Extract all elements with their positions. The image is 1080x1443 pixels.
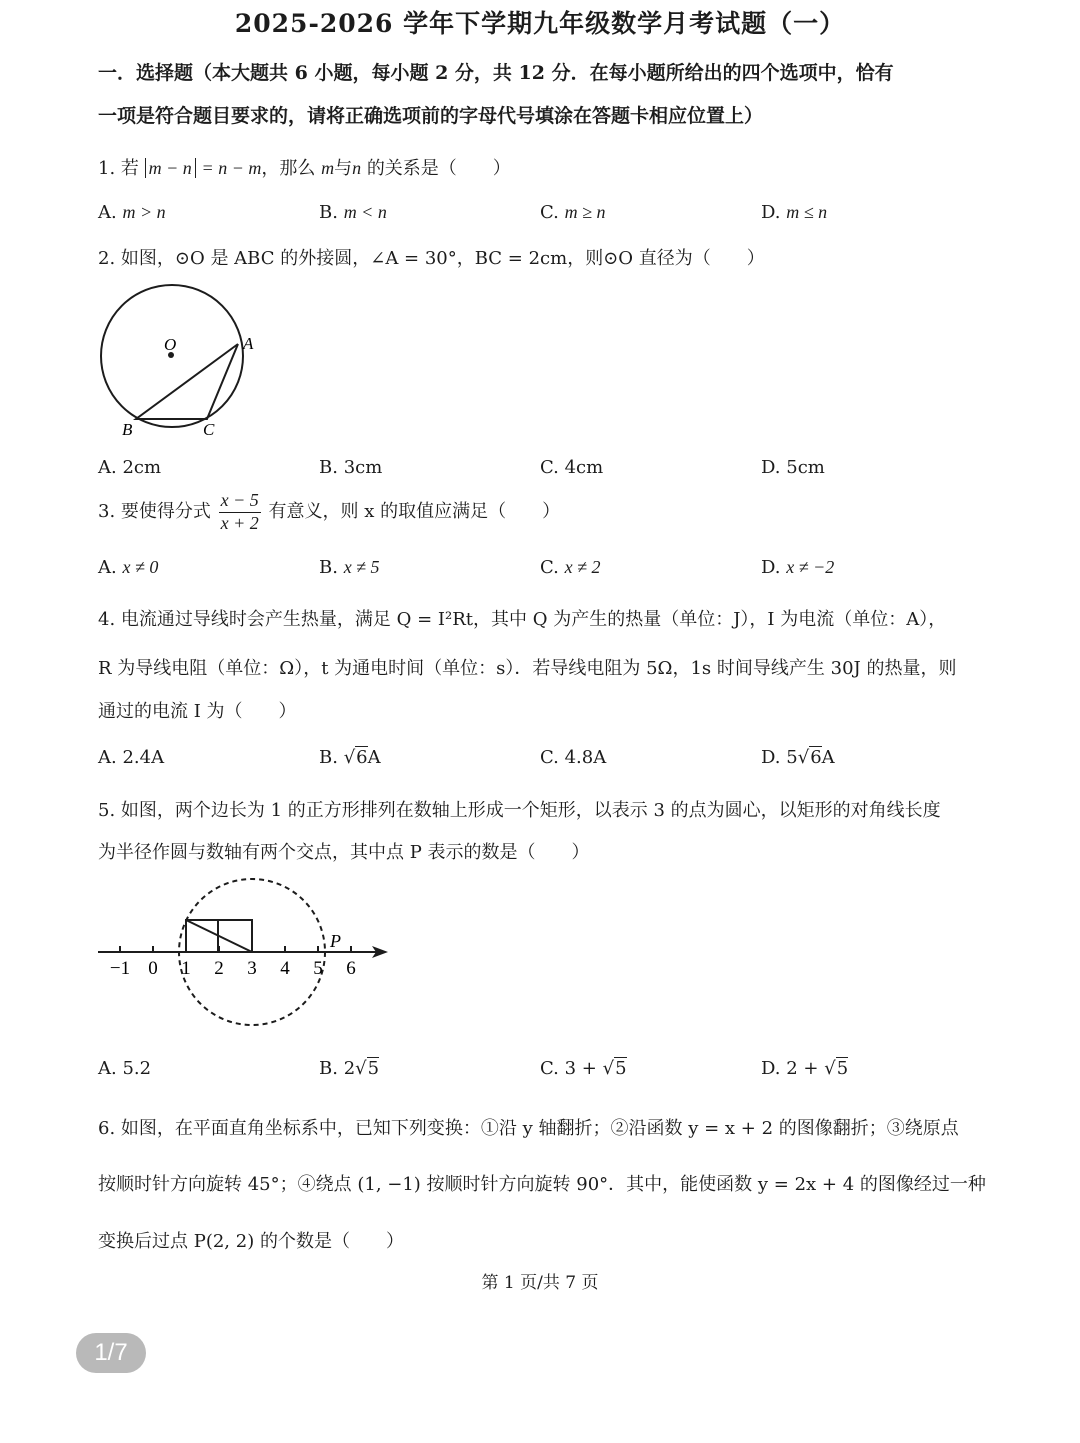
q3-denominator: x + 2 bbox=[220, 512, 259, 533]
question-1 bbox=[98, 154, 511, 180]
axis-ticks bbox=[110, 946, 356, 979]
q3-post: 有意义，则 x 的取值应满足（ ） bbox=[268, 501, 561, 523]
exam-title: 2025-2026 学年下学期九年级数学月考试题（一） bbox=[234, 9, 846, 38]
question-3 bbox=[98, 490, 560, 534]
q4-option-a[interactable]: A. 2.4A bbox=[98, 747, 165, 768]
q1-number: 1. bbox=[98, 158, 116, 179]
label-c: C bbox=[203, 420, 215, 439]
question-4-line1: 4. 电流通过导线时会产生热量，满足 Q = I²Rt，其中 Q 为产生的热量（单位：J），I 为电流（单位：A）， bbox=[98, 609, 947, 630]
q5-option-d[interactable]: D. 2 + √5 bbox=[761, 1058, 849, 1079]
q4-option-b[interactable]: B. √6A bbox=[319, 747, 381, 768]
q1-mid: ，那么 bbox=[261, 158, 316, 179]
axis-tick-label: 5 bbox=[313, 958, 323, 979]
q3-option-d[interactable]: D. x ≠ −2 bbox=[761, 557, 835, 578]
q1-var-n: n bbox=[352, 158, 362, 178]
q4-option-d[interactable]: D. 5√6A bbox=[761, 747, 835, 768]
q3-fraction bbox=[219, 490, 261, 534]
q3-option-a[interactable]: A. x ≠ 0 bbox=[98, 557, 159, 578]
q1-option-d[interactable]: D. m ≤ n bbox=[761, 202, 828, 223]
axis-tick-label: 6 bbox=[346, 958, 356, 979]
q4-option-c[interactable]: C. 4.8A bbox=[540, 747, 607, 768]
question-6-line2: 按顺时针方向旋转 45°；④绕点 (1, −1) 按顺时针方向旋转 90°．其中，能使函数 y = 2x + 4 的图像经过一种 bbox=[98, 1174, 986, 1195]
triangle-abc bbox=[136, 344, 238, 419]
q2-option-a[interactable]: A. 2cm bbox=[98, 457, 162, 478]
question-4-line3: 通过的电流 I 为（ ） bbox=[98, 701, 297, 722]
q1-post: 的关系是（ ） bbox=[366, 158, 511, 179]
question-4-line2: R 为导线电阻（单位：Ω），t 为通电时间（单位：s）．若导线电阻为 5Ω，1s 时间导线产生 30J 的热量，则 bbox=[98, 658, 957, 679]
q1-abs-expression: m − n bbox=[145, 158, 196, 178]
q2-circle-figure bbox=[92, 283, 262, 443]
label-b: B bbox=[122, 420, 133, 439]
question-6-line1: 6. 如图，在平面直角坐标系中，已知下列变换：①沿 y 轴翻折；②沿函数 y = x + 2 的图像翻折；③绕原点 bbox=[98, 1118, 959, 1139]
q5-option-b[interactable]: B. 2√5 bbox=[319, 1058, 380, 1079]
question-5-line2: 为半径作圆与数轴有两个交点，其中点 P 表示的数是（ ） bbox=[98, 842, 590, 863]
unit-square-1 bbox=[186, 920, 218, 952]
q3-option-b[interactable]: B. x ≠ 5 bbox=[319, 557, 380, 578]
q3-pre: 3. 要使得分式 bbox=[98, 501, 211, 523]
q3-option-c[interactable]: C. x ≠ 2 bbox=[540, 557, 601, 578]
label-a: A bbox=[243, 334, 254, 353]
q1-option-c[interactable]: C. m ≥ n bbox=[540, 202, 606, 223]
q1-var-m: m bbox=[321, 158, 335, 178]
q5-option-c[interactable]: C. 3 + √5 bbox=[540, 1058, 627, 1079]
section-heading-line2: 一项是符合题目要求的，请将正确选项前的字母代号填涂在答题卡相应位置上） bbox=[98, 105, 764, 127]
axis-tick-label: 4 bbox=[280, 958, 290, 979]
section-heading-line1: 一．选择题（本大题共 6 小题，每小题 2 分，共 12 分．在每小题所给出的四个选项中，恰有 bbox=[98, 62, 894, 84]
axis-tick-label: 0 bbox=[148, 958, 158, 979]
label-p: P bbox=[330, 931, 341, 951]
q1-option-a[interactable]: A. m > n bbox=[98, 202, 166, 223]
axis-tick-label: −1 bbox=[109, 958, 131, 979]
question-5-line1: 5. 如图，两个边长为 1 的正方形排列在数轴上形成一个矩形，以表示 3 的点为圆心，以矩形的对角线长度 bbox=[98, 800, 941, 821]
page-footer: 第 1 页/共 7 页 bbox=[481, 1273, 599, 1293]
q2-option-d[interactable]: D. 5cm bbox=[761, 457, 825, 478]
label-o: O bbox=[164, 335, 177, 354]
q1-option-b[interactable]: B. m < n bbox=[319, 202, 387, 223]
question-2: 2. 如图，⊙O 是 ABC 的外接圆，∠A = 30°，BC = 2cm，则⊙O 直径为（ ） bbox=[98, 248, 765, 269]
q2-option-b[interactable]: B. 3cm bbox=[319, 457, 383, 478]
q1-pre: 若 bbox=[120, 158, 139, 179]
q3-numerator: x − 5 bbox=[219, 490, 261, 513]
q2-option-c[interactable]: C. 4cm bbox=[540, 457, 604, 478]
page-indicator[interactable]: 1/7 bbox=[76, 1333, 146, 1373]
axis-tick-label: 3 bbox=[247, 958, 257, 979]
q5-numberline-figure bbox=[92, 878, 397, 1033]
unit-square-2 bbox=[218, 920, 252, 952]
axis-tick-label: 2 bbox=[214, 958, 224, 979]
question-6-line3: 变换后过点 P(2, 2) 的个数是（ ） bbox=[98, 1231, 404, 1252]
q1-equation: = n − m bbox=[201, 158, 262, 178]
q5-option-a[interactable]: A. 5.2 bbox=[98, 1058, 152, 1079]
axis-tick-label: 1 bbox=[181, 958, 191, 979]
q1-with: 与 bbox=[334, 158, 353, 179]
